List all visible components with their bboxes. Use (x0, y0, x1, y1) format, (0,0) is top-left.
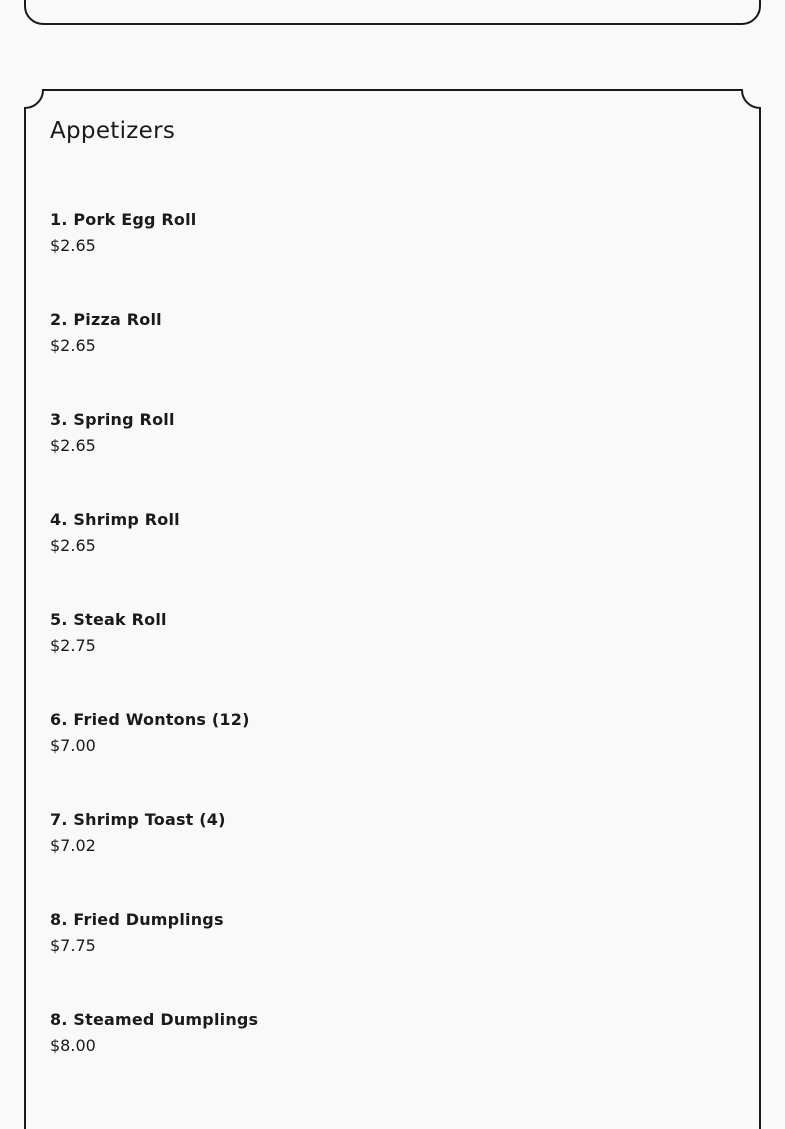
menu-item-price: $2.75 (50, 636, 96, 655)
menu-item-name: 6. Fried Wontons (12) (50, 710, 250, 729)
menu-item[interactable] (50, 708, 730, 808)
menu-item[interactable] (50, 908, 730, 1008)
menu-item-price: $2.65 (50, 336, 96, 355)
menu-item[interactable] (50, 208, 730, 308)
menu-item-name: 5. Steak Roll (50, 610, 167, 629)
menu-item-name: 8. Fried Dumplings (50, 910, 224, 929)
menu-item[interactable] (50, 308, 730, 408)
menu-item[interactable] (50, 608, 730, 708)
section-title: Appetizers (50, 118, 176, 144)
menu-item[interactable] (50, 508, 730, 608)
menu-item-name: 2. Pizza Roll (50, 310, 162, 329)
menu-item-price: $7.00 (50, 736, 96, 755)
previous-menu-card (24, 0, 761, 25)
previous-card-border (24, 0, 761, 25)
menu-item-price: $8.00 (50, 1036, 96, 1055)
menu-item[interactable] (50, 408, 730, 508)
menu-item-name: 1. Pork Egg Roll (50, 210, 197, 229)
menu-item-name: 8. Steamed Dumplings (50, 1010, 259, 1029)
menu-item-name: 4. Shrimp Roll (50, 510, 180, 529)
menu-item-name: 7. Shrimp Toast (4) (50, 810, 226, 829)
menu-item[interactable] (50, 1008, 730, 1108)
menu-item-price: $7.75 (50, 936, 96, 955)
menu-item-list (50, 208, 730, 1108)
menu-item-price: $2.65 (50, 436, 96, 455)
menu-item-price: $2.65 (50, 536, 96, 555)
menu-item-price: $7.02 (50, 836, 96, 855)
menu-item-name: 3. Spring Roll (50, 410, 175, 429)
menu-item[interactable] (50, 808, 730, 908)
menu-item-price: $2.65 (50, 236, 96, 255)
